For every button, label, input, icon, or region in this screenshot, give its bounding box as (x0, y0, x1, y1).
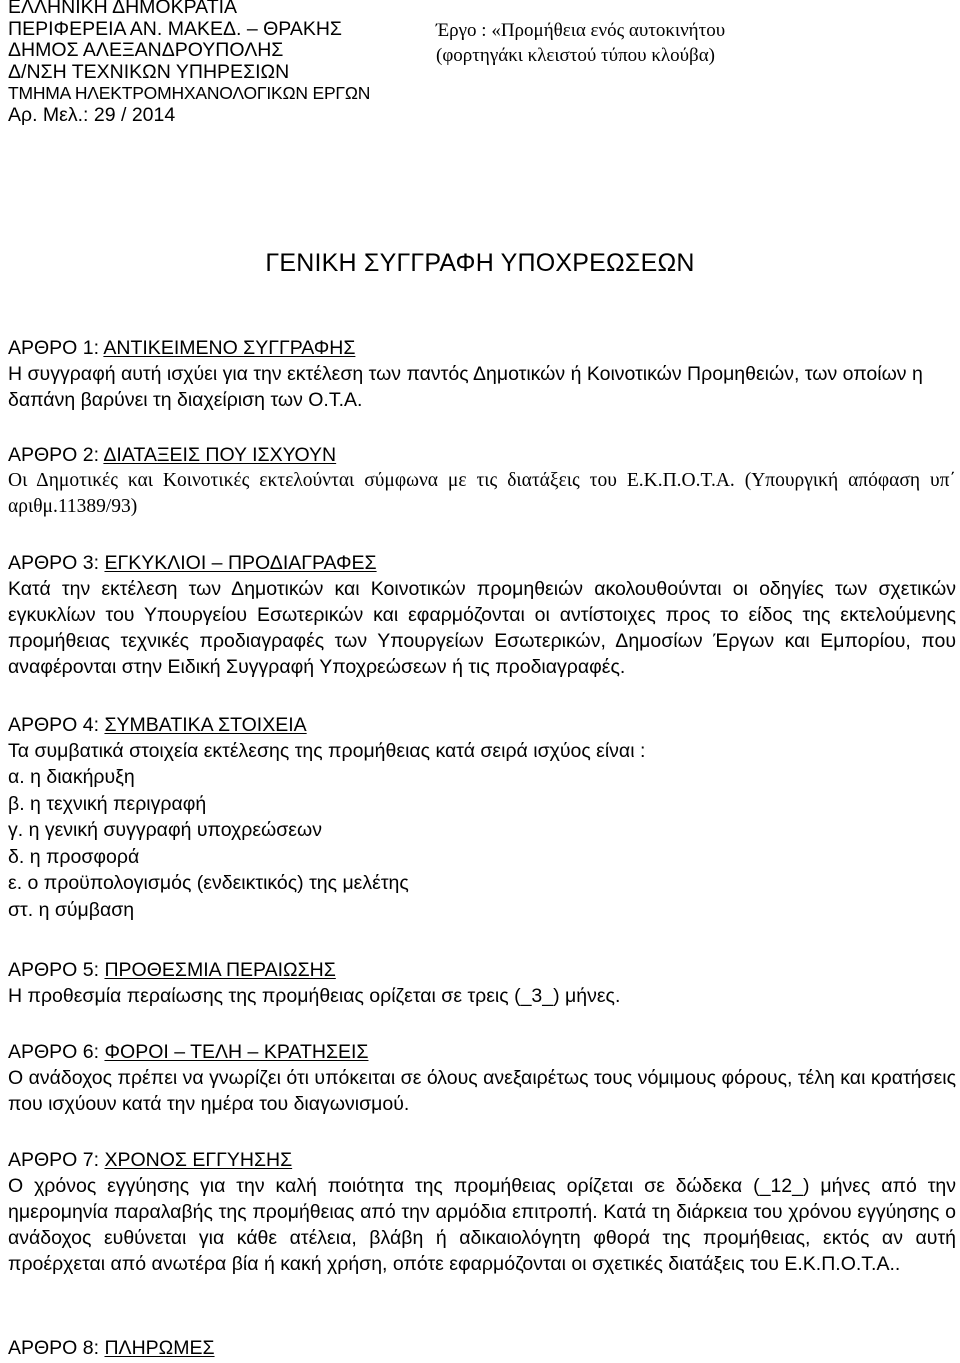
article-label: ΑΡΘΡΟ 1: (8, 337, 100, 359)
list-item: ε. ο προϋπολογισμός (ενδεικτικός) της μελέτης (8, 872, 409, 894)
article-label: ΑΡΘΡΟ 4: (8, 714, 100, 736)
project-title-line-1: Έργο : «Προμήθεια ενός αυτοκινήτου (436, 20, 726, 41)
header-line-republic: ΕΛΛΗΝΙΚΗ ΔΗΜΟΚΡΑΤΙΑ (8, 0, 238, 18)
list-item: γ. η γενική συγγραφή υποχρεώσεων (8, 819, 322, 841)
article-label: ΑΡΘΡΟ 7: (8, 1149, 100, 1171)
header-line-directorate: Δ/ΝΣΗ ΤΕΧΝΙΚΩΝ ΥΠΗΡΕΣΙΩΝ (8, 60, 290, 83)
article-title: ΧΡΟΝΟΣ ΕΓΓΥΗΣΗΣ (104, 1149, 293, 1171)
project-block (436, 18, 725, 68)
article-heading (8, 1147, 956, 1173)
article-heading (8, 1335, 956, 1361)
project-title-line-2: (φορτηγάκι κλειστού τύπου κλούβα) (436, 45, 715, 66)
article-body: Η προθεσμία περαίωσης της προμήθειας ορίζεται σε τρεις (_3_) μήνες. (8, 985, 621, 1007)
article-7 (8, 1147, 956, 1277)
article-body: Οι Δημοτικές και Κοινοτικές εκτελούνται σύμφωνα με τις διατάξεις του Ε.Κ.Π.Ο.Τ.Α. (Υπουργική απόφαση υπ΄ αριθμ.11389/93) (8, 470, 956, 517)
article-body: Κατά την εκτέλεση των Δημοτικών και Κοινοτικών προμηθειών ακολουθούνται οι οδηγίες των σχετικών εγκυκλίων του Υπουργείου Εσωτερικών και εφαρμόζονται οι αντίστοιχες προς το είδος της εκτελούμενης προμήθειας τεχνικές προδιαγραφές των Υπουργείων Εσωτερικών, Δημοσίων Έργων και Εμπορίου, που αναφέρονται στην Ειδική Συγγραφή Υποχρεώσεων ή τις προδιαγραφές. (8, 578, 956, 678)
article-body: Ο ανάδοχος πρέπει να γνωρίζει ότι υπόκειται σε όλους ανεξαιρέτως τους νόμιμους φόρους, τέλη και κρατήσεις που ισχύουν κατά την ημέρα του διαγωνισμού. (8, 1067, 956, 1115)
list-item: δ. η προσφορά (8, 845, 140, 868)
article-title: ΠΡΟΘΕΣΜΙΑ ΠΕΡΑΙΩΣΗΣ (104, 959, 336, 981)
article-8 (8, 1335, 956, 1361)
list-item: α. η διακήρυξη (8, 766, 135, 788)
article-title: ΔΙΑΤΑΞΕΙΣ ΠΟΥ ΙΣΧΥΟΥΝ (103, 444, 337, 466)
article-3 (8, 550, 956, 680)
article-heading (8, 712, 956, 738)
article-body: Ο χρόνος εγγύησης για την καλή ποιότητα της προμήθειας ορίζεται σε δώδεκα (_12_) μήνες από την ημερομηνία παραλαβής της προμήθειας από την αρμόδια επιτροπή. Κατά τη διάρκεια του χρόνου εγγύησης ο ανάδοχος ευθύνεται για κάθε ατέλεια, βλάβη ή αδικαιολόγητη φθορά της προμήθειας, εκτός αν αυτή προέρχεται από ανωτέρα βία ή κακή χρήση, οπότε εφαρμόζονται οι σχετικές διατάξεις του Ε.Κ.Π.Ο.Τ.Α.. (8, 1175, 956, 1275)
article-heading (8, 442, 956, 468)
article-heading (8, 550, 956, 576)
article-title: ΕΓΚΥΚΛΙΟΙ – ΠΡΟΔΙΑΓΡΑΦΕΣ (104, 552, 377, 574)
header-line-department: ΤΜΗΜΑ ΗΛΕΚΤΡΟΜΗΧΑΝΟΛΟΓΙΚΩΝ ΕΡΓΩΝ (8, 83, 371, 103)
article-label: ΑΡΘΡΟ 5: (8, 959, 100, 981)
article-label: ΑΡΘΡΟ 6: (8, 1041, 100, 1063)
article-6 (8, 1039, 956, 1117)
list-item: στ. η σύμβαση (8, 898, 135, 921)
article-body: Τα συμβατικά στοιχεία εκτέλεσης της προμήθειας κατά σειρά ισχύος είναι : (8, 740, 646, 762)
article-title: ΣΥΜΒΑΤΙΚΑ ΣΤΟΙΧΕΙΑ (104, 714, 307, 736)
article-title: ΑΝΤΙΚΕΙΜΕΝΟ ΣΥΓΓΡΑΦΗΣ (103, 337, 356, 359)
article-label: ΑΡΘΡΟ 8: (8, 1337, 100, 1359)
article-heading (8, 335, 956, 361)
header-line-municipality: ΔΗΜΟΣ ΑΛΕΞΑΝΔΡΟΥΠΟΛΗΣ (8, 39, 284, 61)
header-line-region: ΠΕΡΙΦΕΡΕΙΑ ΑΝ. ΜΑΚΕΔ. – ΘΡΑΚΗΣ (8, 17, 342, 40)
article-title: ΠΛΗΡΩΜΕΣ (104, 1337, 215, 1359)
article-label: ΑΡΘΡΟ 2: (8, 444, 100, 466)
article-4 (8, 712, 956, 923)
contract-documents-list (8, 764, 956, 923)
article-label: ΑΡΘΡΟ 3: (8, 552, 100, 574)
article-body: Η συγγραφή αυτή ισχύει για την εκτέλεση των παντός Δημοτικών ή Κοινοτικών Προμηθειών, των οποίων η δαπάνη βαρύνει τη διαχείριση των Ο.Τ.Α. (8, 363, 923, 411)
list-item: β. η τεχνική περιγραφή (8, 792, 207, 815)
article-5 (8, 957, 956, 1009)
study-number: Αρ. Μελ.: 29 / 2014 (8, 103, 176, 126)
article-heading (8, 957, 956, 983)
article-2 (8, 442, 956, 520)
issuing-authority-block (8, 0, 370, 126)
article-heading (8, 1039, 956, 1065)
article-title: ΦΟΡΟΙ – ΤΕΛΗ – ΚΡΑΤΗΣΕΙΣ (104, 1041, 369, 1063)
article-1 (8, 335, 956, 413)
document-title: ΓΕΝΙΚΗ ΣΥΓΓΡΑΦΗ ΥΠΟΧΡΕΩΣΕΩΝ (265, 249, 695, 277)
